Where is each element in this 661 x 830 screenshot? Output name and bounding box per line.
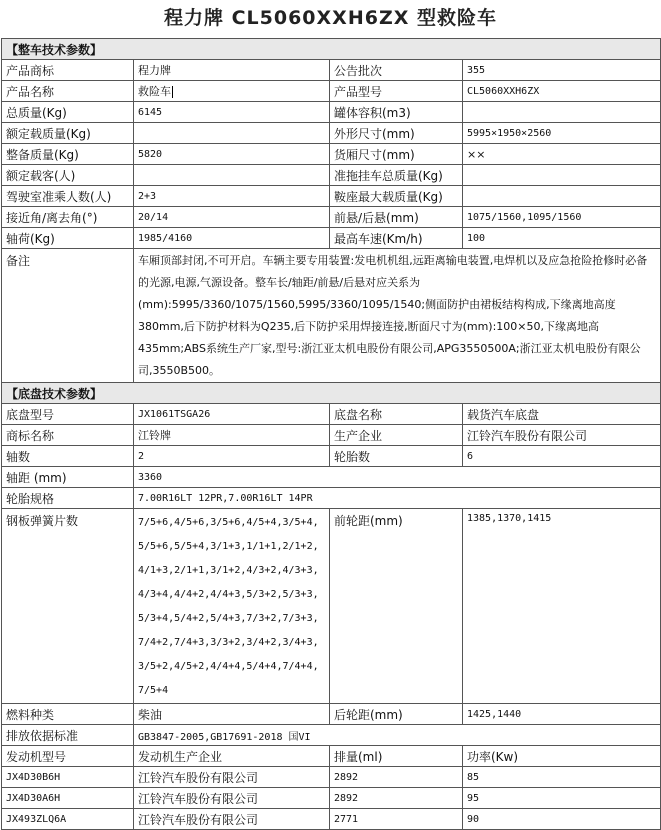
- tire-spec-value: 7.00R16LT 12PR,7.00R16LT 14PR: [134, 488, 661, 509]
- batch-label: 公告批次: [330, 60, 463, 81]
- emission-label: 排放依据标准: [2, 725, 134, 746]
- axle-load-value: 1985/4160: [134, 228, 330, 249]
- chassis-model-label: 底盘型号: [2, 404, 134, 425]
- table-row: [2, 488, 661, 509]
- engine-maker: 江铃汽车股份有限公司: [134, 767, 330, 788]
- page-title: 程力牌 CL5060XXH6ZX 型救险车: [163, 7, 497, 29]
- table-row: [2, 446, 661, 467]
- engine-model: JX493ZLQ6A: [2, 809, 134, 830]
- engine-header-displacement: 排量(ml): [330, 746, 463, 767]
- rear-track-label: 后轮距(mm): [330, 704, 463, 725]
- chassis-maker-label: 生产企业: [330, 425, 463, 446]
- remarks-label: 备注: [2, 249, 134, 383]
- chassis-brand-label: 商标名称: [2, 425, 134, 446]
- fuel-value: 柴油: [134, 704, 330, 725]
- brand-value: 程力牌: [134, 60, 330, 81]
- brand-label: 产品商标: [2, 60, 134, 81]
- chassis-brand-value: 江铃牌: [134, 425, 330, 446]
- angle-value: 20/14: [134, 207, 330, 228]
- remarks-value: 车厢顶部封闭,不可开启。车辆主要专用装置:发电机机组,远距离输电装置,电焊机以及应急抢险抢修时必备的光源,电源,气源设备。整车长/轴距/前悬/后悬对应关系为(mm):5995/3360/1075/1560,5995/3360/1095/1540;侧面防护由裙板结构构成,下缘离地高度380mm,后下防护材料为Q235,后下防护采用焊接连接,断面尺寸为(mm):100×50,下缘离地高435mm;ABS系统生产厂家,型号:浙江亚太机电股份有限公司,APG3550500A;浙江亚太机电股份有限公司,3550B500。: [134, 249, 661, 383]
- springs-value: 7/5+6,4/5+6,3/5+6,4/5+4,3/5+4,5/5+6,5/5+4,3/1+3,1/1+1,2/1+2,4/1+3,2/1+1,3/1+2,4/3+2,4/3+3,4/3+4,4/4+2,4/4+3,5/3+2,5/3+3,5/3+4,5/4+2,5/4+3,7/3+2,7/3+3,7/4+2,7/4+3,3/3+2,3/4+2,3/4+3,3/5+2,4/5+2,4/4+4,5/4+4,7/4+4,7/5+4: [134, 509, 330, 704]
- table-row: [2, 123, 661, 144]
- engine-power: 90: [463, 809, 661, 830]
- axle-load-label: 轴荷(Kg): [2, 228, 134, 249]
- engine-maker: 江铃汽车股份有限公司: [134, 809, 330, 830]
- axles-label: 轴数: [2, 446, 134, 467]
- text-cursor: [172, 86, 173, 98]
- table-row: [2, 404, 661, 425]
- table-row: [2, 767, 661, 788]
- front-track-label: 前轮距(mm): [330, 509, 463, 704]
- rated-load-value: [134, 123, 330, 144]
- cargo-label: 货厢尺寸(mm): [330, 144, 463, 165]
- name-label: 产品名称: [2, 81, 134, 102]
- table-row: [2, 186, 661, 207]
- passengers-value: [134, 165, 330, 186]
- emission-value: GB3847-2005,GB17691-2018 国VI: [134, 725, 661, 746]
- trailer-value: [463, 165, 661, 186]
- tank-value: [463, 102, 661, 123]
- table-row: [2, 467, 661, 488]
- chassis-model-value: JX1061TSGA26: [134, 404, 330, 425]
- engine-power: 95: [463, 788, 661, 809]
- rated-load-label: 额定载质量(Kg): [2, 123, 134, 144]
- dims-label: 外形尺寸(mm): [330, 123, 463, 144]
- angle-label: 接近角/离去角(°): [2, 207, 134, 228]
- front-track-value: 1385,1370,1415: [463, 509, 661, 704]
- table-row: [2, 165, 661, 186]
- chassis-maker-value: 江铃汽车股份有限公司: [463, 425, 661, 446]
- saddle-label: 鞍座最大载质量(Kg): [330, 186, 463, 207]
- table-row: [2, 809, 661, 830]
- engine-maker: 江铃汽车股份有限公司: [134, 788, 330, 809]
- tires-label: 轮胎数: [330, 446, 463, 467]
- table-row: [2, 60, 661, 81]
- wheelbase-value: 3360: [134, 467, 661, 488]
- engine-header-power: 功率(Kw): [463, 746, 661, 767]
- curb-value: 5820: [134, 144, 330, 165]
- batch-value: 355: [463, 60, 661, 81]
- rear-track-value: 1425,1440: [463, 704, 661, 725]
- fuel-label: 燃料种类: [2, 704, 134, 725]
- speed-value: 100: [463, 228, 661, 249]
- cargo-value: ××: [463, 144, 661, 165]
- table-row: [2, 81, 661, 102]
- name-value: [134, 81, 330, 102]
- model-label: 产品型号: [330, 81, 463, 102]
- table-row: [2, 228, 661, 249]
- chassis-name-label: 底盘名称: [330, 404, 463, 425]
- table-row: [2, 725, 661, 746]
- table-row: [2, 704, 661, 725]
- table-row: [2, 509, 661, 704]
- table-row: [2, 788, 661, 809]
- wheelbase-label: 轴距 (mm): [2, 467, 134, 488]
- overhang-value: 1075/1560,1095/1560: [463, 207, 661, 228]
- tires-value: 6: [463, 446, 661, 467]
- chassis-name-value: 载货汽车底盘: [463, 404, 661, 425]
- tire-spec-label: 轮胎规格: [2, 488, 134, 509]
- table-row: [2, 249, 661, 383]
- chassis-section-header: [2, 383, 661, 404]
- engine-displacement: 2892: [330, 767, 463, 788]
- vehicle-section-title: 【整车技术参数】: [2, 39, 661, 60]
- model-value: CL5060XXH6ZX: [463, 81, 661, 102]
- engine-displacement: 2771: [330, 809, 463, 830]
- table-row: [2, 102, 661, 123]
- tank-label: 罐体容积(m3): [330, 102, 463, 123]
- table-row: [2, 425, 661, 446]
- cab-value: 2+3: [134, 186, 330, 207]
- springs-label: 钢板弹簧片数: [2, 509, 134, 704]
- engine-power: 85: [463, 767, 661, 788]
- engine-model: JX4D30A6H: [2, 788, 134, 809]
- engine-model: JX4D30B6H: [2, 767, 134, 788]
- trailer-label: 准拖挂车总质量(Kg): [330, 165, 463, 186]
- axles-value: 2: [134, 446, 330, 467]
- speed-label: 最高车速(Km/h): [330, 228, 463, 249]
- table-row: [2, 207, 661, 228]
- vehicle-section-header: [2, 39, 661, 60]
- engine-displacement: 2892: [330, 788, 463, 809]
- passengers-label: 额定载客(人): [2, 165, 134, 186]
- engine-header-model: 发动机型号: [2, 746, 134, 767]
- total-mass-label: 总质量(Kg): [2, 102, 134, 123]
- table-row: [2, 144, 661, 165]
- total-mass-value: 6145: [134, 102, 330, 123]
- name-text: 救险车: [138, 85, 171, 98]
- curb-label: 整备质量(Kg): [2, 144, 134, 165]
- spec-table: [1, 38, 661, 830]
- cab-label: 驾驶室准乘人数(人): [2, 186, 134, 207]
- chassis-section-title: 【底盘技术参数】: [2, 383, 661, 404]
- dims-value: 5995×1950×2560: [463, 123, 661, 144]
- overhang-label: 前悬/后悬(mm): [330, 207, 463, 228]
- engine-header-maker: 发动机生产企业: [134, 746, 330, 767]
- saddle-value: [463, 186, 661, 207]
- engine-header-row: [2, 746, 661, 767]
